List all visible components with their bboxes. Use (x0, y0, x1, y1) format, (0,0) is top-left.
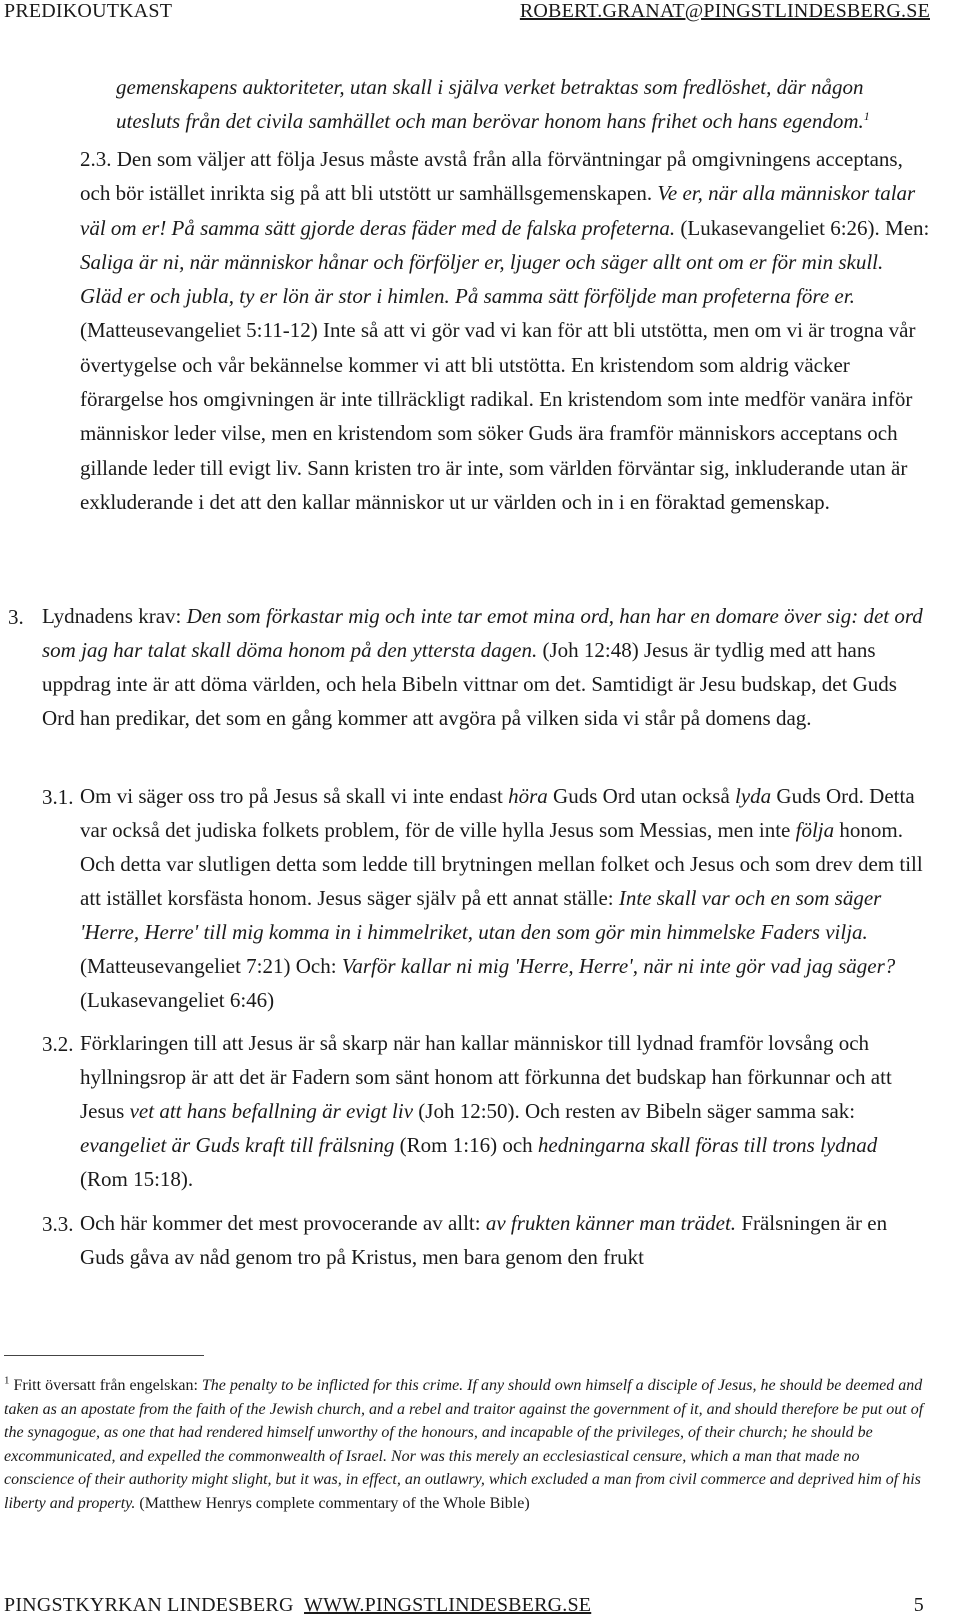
section-3-1-number: 3.1. (42, 785, 74, 809)
bible-quote: Saliga är ni, när människor hånar och förföljer er, ljuger och säger allt ont om er för min skull. Gläd er och jubla, ty er lön är stor i himlen. På samma sätt förföljde man profeterna före er. (80, 249, 884, 309)
paragraph-text: Lydnadens krav: (42, 604, 187, 628)
section-3-2 (80, 1026, 930, 1196)
paragraph-text: Den som väljer att följa Jesus måste avstå från alla förväntningar på omgivningens acceptans, och bör istället inrikta sig på att bli utstött ur samhällsgemenskapen. (80, 147, 903, 206)
section-2-3 (80, 142, 930, 519)
footer-left (4, 1594, 591, 1617)
section-3-1 (80, 779, 930, 1017)
bible-quote: Den som förkastar mig och inte tar emot mina ord, han har en domare över sig: det ord som jag har talat skall döma honom på den yttersta dagen. (42, 604, 923, 662)
paragraph-text: (Rom 1:16) och (394, 1133, 538, 1157)
footnote (4, 1374, 930, 1515)
top-quote-text: gemenskapens auktoriteter, utan skall i själva verket betraktas som fredlöshet, där någon utesluts från det civila samhället och man berövar honom hans frihet och hans egendom. (116, 75, 864, 133)
section-3 (42, 599, 930, 735)
paragraph-text: Guds Ord. Detta var också det judiska folkets problem, för de ville hylla Jesus som Messias, men inte (80, 784, 915, 842)
paragraph-text: Om vi säger oss tro på Jesus så skall vi inte endast (80, 784, 509, 808)
emphasis: följa (795, 818, 835, 842)
header-email-link[interactable]: ROBERT.GRANAT@PINGSTLINDESBERG.SE (519, 0, 930, 22)
section-3-3-number: 3.3. (42, 1212, 74, 1236)
emphasis: lyda (735, 784, 772, 808)
footnote-ref[interactable]: 1 (863, 109, 870, 123)
paragraph-text: honom. Och detta var slutligen detta som ledde till brytningen mellan folket och Jesus och som drev dem till att istället korsfästa honom. Jesus säger själv på ett annat ställe: (80, 818, 923, 910)
paragraph-text: Och här kommer det mest provocerande av allt: (80, 1211, 486, 1235)
footer-website-link[interactable]: WWW.PINGSTLINDESBERG.SE (304, 1594, 592, 1616)
paragraph-text: Guds Ord utan också (547, 784, 736, 808)
footnote-quote: The penalty to be inflicted for this crime. If any should own himself a disciple of Jesus, he should be deemed and taken as an apostate from the faith of the Jewish church, and a rebel and traitor against the government of it, and should therefore be put out of the synagogue, as one that had rendered himself unworthy of the honours, and incapable of the privileges, of their church; he should be excommunicated, and expelled the commonwealth of Israel. Nor was this merely an ecclesiastical censure, which a man that made no conscience of their authority might slight, but it was, in effect, an outlawry, which excluded a man from civil commerce and deprived him of his liberty and property. (4, 1377, 924, 1512)
emphasis: av frukten känner man trädet. (485, 1211, 737, 1235)
paragraph-text: (Joh 12:48) Jesus är tydlig med att hans uppdrag inte är att döma världen, och hela Bibeln vittnar om det. Samtidigt är Jesu budskap, det Guds Ord han predikar, det som en gång kommer att avgöra på vilken sida vi står på domens dag. (42, 638, 897, 730)
paragraph-text: Frälsningen är en Guds gåva av nåd genom tro på Kristus, men bara genom den frukt (80, 1211, 888, 1269)
emphasis: hedningarna skall föras till trons lydnad (537, 1133, 878, 1157)
header-title: PREDIKOUTKAST (4, 0, 173, 22)
paragraph-text: Förklaringen till att Jesus är så skarp när han kallar människor till lydnad framför lovsång och hyllningsrop är att det är Fadern som sänt honom att förkunna det budskap han förkunnar och att Jesus (80, 1031, 892, 1123)
section-3-3 (80, 1206, 930, 1274)
footnote-marker: 1 (4, 1374, 10, 1387)
section-3-number: 3. (8, 605, 24, 629)
section-3-2-number: 3.2. (42, 1032, 74, 1056)
page-number: 5 (913, 1594, 924, 1616)
bible-quote: Inte skall var och en som säger 'Herre, Herre' till mig komma in i himmelriket, utan den som gör min himmelske Faders vilja. (80, 886, 882, 944)
section-number: 2.3. (80, 147, 112, 171)
paragraph-text: (Lukasevangeliet 6:26). Men: (675, 215, 930, 240)
footnote-divider (4, 1355, 204, 1356)
emphasis: vet att hans befallning är evigt liv (129, 1099, 414, 1123)
emphasis: höra (508, 784, 548, 808)
paragraph-text: (Matteusevangeliet 7:21) Och: (80, 954, 342, 978)
footnote-text: (Matthew Henrys complete commentary of the Whole Bible) (135, 1494, 530, 1512)
bible-quote: Ve er, när alla människor talar väl om er! På samma sätt gjorde deras fäder med de falska profeterna. (80, 181, 916, 240)
emphasis: evangeliet är Guds kraft till frälsning (80, 1133, 395, 1157)
paragraph-text: (Matteusevangeliet 5:11-12) Inte så att vi gör vad vi kan för att bli utstötta, men om vi är trogna vår övertygelse och vår bekännelse kommer vi att bli utstötta. En kristendom som aldrig väcker förargelse hos omgivningen är inte tillräckligt radikal. En kristendom som inte medför vanära inför människor leder vilse, men en kristendom som söker Guds ära framför människors acceptans och gillande leder till evigt liv. Sann kristen tro är inte, som världen förväntar sig, inkluderande utan är exkluderande i det att den kallar människor ut ur världen och in i en föraktad gemenskap. (80, 318, 916, 514)
paragraph-text: (Joh 12:50). Och resten av Bibeln säger samma sak: (413, 1099, 856, 1123)
paragraph-text: (Rom 15:18). (80, 1167, 194, 1191)
bible-quote: Varför kallar ni mig 'Herre, Herre', när ni inte gör vad jag säger? (341, 954, 896, 978)
footer-church-name: PINGSTKYRKAN LINDESBERG (4, 1594, 294, 1616)
top-quote (116, 70, 930, 138)
footnote-text: Fritt översatt från engelskan: (9, 1377, 202, 1394)
paragraph-text: (Lukasevangeliet 6:46) (80, 988, 275, 1012)
